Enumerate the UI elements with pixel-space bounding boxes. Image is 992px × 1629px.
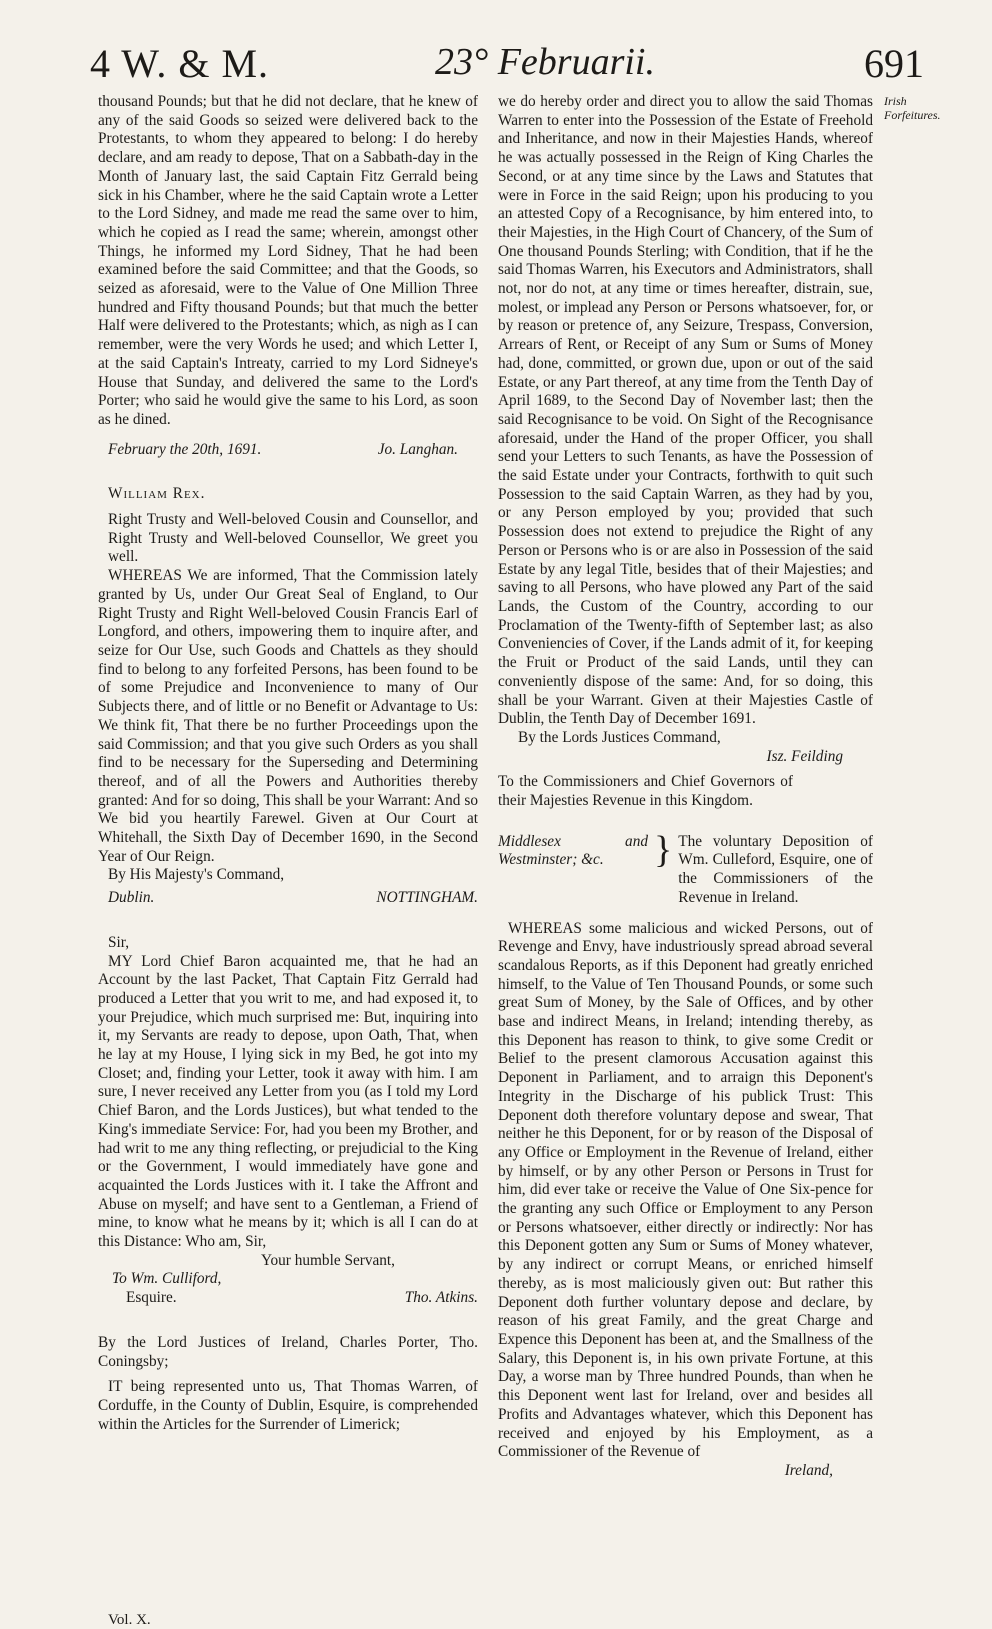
signature: Jo. Langhan.: [377, 440, 458, 458]
date-signature-row: [98, 441, 478, 460]
signature: NOTTINGHAM.: [376, 889, 478, 907]
place: Dublin.: [108, 889, 155, 907]
deposition-text: thousand Pounds; but that he did not declare, that he knew of any of the said Goods so seized were delivered back to the Protestants, to whom they appeared to belong: I do hereby declare, and am ready to depose, That on a Sabbath-day in the Month of January last, the said Captain Fitz Gerrald being sick in his Chamber, where he the said Captain wrote a Letter to the Lord Sidney, and made me read the same over to him, which he copied as I read the same; wherein, amongst other Things, he informed my Lord Sidney, That he had been examined before the said Committee; and that the Goods, so seized as aforesaid, were to the Value of One Million Three hundred and Fifty thousand Pounds; but that much the better Half were delivered to the Protestants; which, as nigh as I can remember, were the very Words he used; and which Letter I, at the said Captain's Intreaty, carried to my Lord Sidneye's House that Sunday, and delivered the same to the Lord's Porter; who said he would give the same to his Lord, as soon as he dined.: [98, 93, 478, 428]
catchword: Ireland,: [784, 1461, 833, 1479]
royal-heading: William Rex.: [108, 485, 206, 503]
warrant-heading: By the Lord Justices of Ireland, Charles Porter, Tho. Coningsby;: [98, 1333, 478, 1370]
esquire-signature-row: [98, 1289, 478, 1308]
deposition-title: The voluntary Deposition of Wm. Culleford, Esquire, one of the Commissioners of the Revenue in Ireland.: [678, 832, 873, 906]
warrant-text: IT being represented unto us, That Thomas Warren, of Corduffe, in the County of Dublin, Esquire, is comprehended within the Articles for the Surrender of Limerick;: [98, 1378, 478, 1433]
closing: Your humble Servant,: [261, 1251, 395, 1269]
command-line: By His Majesty's Command,: [108, 866, 285, 884]
letter-salutation: Sir,: [108, 933, 130, 951]
letter-text: MY Lord Chief Baron acquainted me, that he had an Account by the last Packet, That Captain Fitz Gerrald had produced a Letter that you writ to me, and had exposed it, to your Prejudice, which much surprised me: But, inquiring into it, my Servants are ready to depose, upon Oath, That, when he lay at my House, I lying sick in my Bed, he got into my Closet; and, finding your Letter, took it away with him. I am sure, I never received any Letter from you (as I told my Lord Chief Baron, and the Lords Justices), but what tended to the King's immediate Service: For, had you been my Brother, and had writ to me any thing reflecting, or prejudicial to the King or the Government, I would immediately have gone and acquainted the Lords Justices with it. I take the Affront and Abuse on myself; and have sent to a Gentleman, a Friend of mine, to know what he means by it; which is all I can do at this Distance: Who am, Sir,: [98, 952, 478, 1251]
page-number: 691: [864, 41, 924, 86]
royal-letter-text: WHEREAS We are informed, That the Commission lately granted by Us, under Our Great Seal of England, to Our Right Trusty and Right Well-beloved Cousin Francis Earl of Longford, and others, impowering them to inquire after, and seize for Our Use, such Goods and Chattels as they should find to belong to any forfeited Persons, has been found to be of some Prejudice and Inconvenience to many of Our Subjects there, and of little or no Benefit or Advantage to Us: We think fit, That there be no further Proceedings upon the said Commission; and that you give such Orders as you shall find to be necessary for the Superseding and Determining thereof, and of all the Powers and Authorities thereby granted: And for so doing, This shall be your Warrant: And so We bid you heartily Farewel. Given at Our Court at Whitehall, the Sixth Day of December 1690, in the Second Year of Our Reign.: [98, 567, 478, 865]
addressee: To Wm. Culliford,: [112, 1270, 222, 1288]
margin-note: Irish Forfeitures.: [884, 94, 941, 122]
deposition-heading: [498, 828, 873, 908]
brace-icon: }: [654, 828, 673, 871]
volume-mark: Vol. X.: [108, 1612, 151, 1628]
venue: Middlesex and Westminster; &c.: [498, 832, 648, 869]
warrant-addressee: To the Commissioners and Chief Governors of their Majesties Revenue in this Kingdom.: [498, 773, 793, 810]
esquire: Esquire.: [126, 1289, 177, 1307]
left-column: [98, 93, 478, 1434]
command-line: By the Lords Justices Command,: [518, 728, 721, 746]
right-column: [498, 93, 873, 1481]
date-line: February the 20th, 1691.: [108, 440, 262, 458]
signature: Tho. Atkins.: [404, 1289, 478, 1307]
warrant-continuation: we do hereby order and direct you to allow the said Thomas Warren to enter into the Possession of the Estate of Freehold and Inheritance, and now in their Majesties Hands, whereof he was actually possessed in the Reign of King Charles the Second, or at any time since by the Laws and Statutes that were in Force in the said Reign; upon his producing to you an attested Copy of a Recognisance, by him entered into, to their Majesties, in the High Court of Chancery, of the Sum of One thousand Pounds Sterling; with Condition, that if he the said Thomas Warren, his Executors and Administrators, shall not, nor do not, at any time or times hereafter, distrain, sue, molest, or implead any Person or Persons whatsoever, for, or by reason or pretence of, any Seizure, Trespass, Conversion, Arrears of Rent, or Receipt of any Sum or Sums of Money had, done, committed, or grown due, upon or out of the said Estate, or any Part thereof, at any time from the Tenth Day of April 1689, to the Second Day of November last; then the said Recognisance to be void. On Sight of the Recognisance aforesaid, under the Hand of the proper Officer, you shall send your Letters to such Tenants, as have the Possession of the said Estate under your Contracts, forthwith to quit such Possession to the said Captain Warren, as they had by you, or any Person employed by you; provided that such Possession does not extend to prejudice the Right of any Person or Persons who is or are also in Possession of the said Estate by any legal Title, besides that of their Majesties; and saving to all Persons, who have plowed any Part of the said Lands, the Custom of the Country, according to our Proclamation of the Twenty-fifth of September last; as also Conveniencies of Cover, if the Lands admit of it, for keeping the Fruit or Product of the said Lands, until they can conveniently dispose of the same: And, for so doing, this shall be your Warrant. Given at their Majesties Castle of Dublin, the Tenth Day of December 1691.: [498, 93, 873, 728]
page-header: [90, 40, 932, 90]
salutation: Right Trusty and Well-beloved Cousin and Counsellor, and Right Trusty and Well-beloved Counsellor, We greet you well.: [108, 511, 478, 566]
place-signature-row: [98, 889, 478, 908]
page-date: 23° Februarii.: [435, 41, 655, 83]
signature: Isz. Feilding: [766, 747, 843, 765]
deposition-text: WHEREAS some malicious and wicked Persons, out of Revenge and Envy, have industriously spread abroad several scandalous Reports, as if this Deponent had greatly enriched himself, to the Value of Ten Thousand Pounds, or some such great Sum of Money, by the Sale of Offices, and by other base and indirect Means, in Ireland; intending thereby, as this Deponent has reason to think, to give some Credit or Belief to the present clamorous Accusation against this Deponent in Parliament, and to arraign this Deponent's Integrity in the Discharge of his publick Trust: This Deponent doth therefore voluntary depose and swear, That neither he this Deponent, for or by reason of the Disposal of any Office or Employment in the Revenue of Ireland, either by himself, or by any other Person or Persons in Trust for him, did ever take or receive the Value of One Six-pence for the granting any such Office or Employment to any Person or Persons whatsoever, either directly or indirectly: Nor has this Deponent gotten any Sum or Sums of Money whatever, by any indirect or corrupt Means, or enriched himself thereby, as is most maliciously given out: But rather this Deponent doth further voluntary depose and declare, by reason of his great Family, and the great Charge and Expence this Deponent has been at, and the Smallness of the Salary, this Deponent is, in his own private Fortune, at this Day, a worse man by Three hundred Pounds, than when he this Deponent went last for Ireland, over and besides all Profits and Advantages whatever, which this Deponent has received and enjoyed by his Employment, as a Commissioner of the Revenue of: [498, 919, 873, 1461]
regnal-year: 4 W. & M.: [90, 41, 270, 86]
